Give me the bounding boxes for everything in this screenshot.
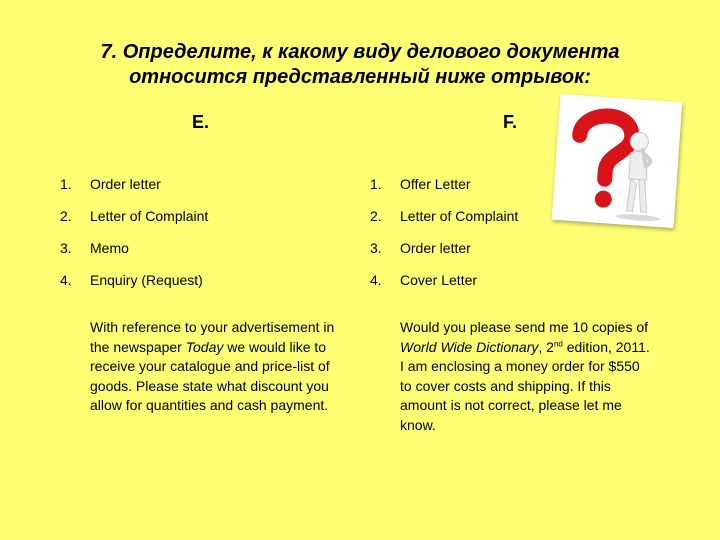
option-text: Letter of Complaint	[90, 208, 209, 224]
option-number: 1.	[60, 176, 72, 192]
passage-text: Would you please send me 10 copies of	[400, 319, 649, 335]
question-mark-figure-image	[552, 94, 682, 228]
option-number: 4.	[370, 272, 382, 288]
column-e-options	[60, 176, 208, 304]
option-text: Memo	[90, 240, 129, 256]
option-item	[60, 272, 208, 304]
passage-ordinal-suffix: nd	[553, 338, 563, 348]
option-text: Letter of Complaint	[400, 208, 519, 224]
passage-text: With reference to your advertisement in the newspaper	[90, 319, 335, 355]
passage-ordinal: 2	[546, 338, 554, 355]
option-number: 2.	[370, 208, 382, 224]
option-text: Order letter	[400, 240, 471, 256]
option-item	[60, 208, 208, 240]
option-item	[370, 272, 518, 304]
column-f-heading: F.	[503, 112, 518, 132]
column-f-options	[370, 176, 518, 304]
option-item	[60, 240, 208, 272]
passage-text: edition, 2011. I am enclosing a money order for $550 to cover costs and shipping. If this amount is not correct, please let me know.	[400, 338, 650, 433]
option-number: 3.	[370, 240, 382, 256]
title-line-1: 7. Определите, к какому виду делового документа	[100, 41, 620, 63]
passage-italic: Today	[185, 338, 224, 355]
slide-title	[60, 40, 660, 90]
option-text: Enquiry (Request)	[90, 272, 203, 288]
option-text: Order letter	[90, 176, 161, 192]
question-mark-figure-icon	[552, 94, 682, 228]
option-text: Cover Letter	[400, 272, 478, 288]
option-number: 4.	[60, 272, 72, 288]
option-number: 1.	[370, 176, 382, 192]
option-item	[370, 176, 518, 208]
passage-comma: ,	[538, 338, 543, 355]
option-item	[370, 240, 518, 272]
option-item	[60, 176, 208, 208]
option-number: 3.	[60, 240, 72, 256]
column-e-heading: E.	[192, 112, 210, 132]
option-number: 2.	[60, 208, 72, 224]
option-item	[370, 208, 518, 240]
column-f-passage	[400, 318, 650, 435]
option-text: Offer Letter	[400, 176, 471, 192]
title-line-2: относится представленный ниже отрывок:	[129, 66, 591, 88]
passage-text: we would like to receive your catalogue and price-list of goods. Please state what discount you allow for quantities and cash payment.	[90, 338, 330, 413]
passage-italic: World Wide Dictionary	[400, 338, 539, 355]
column-e-passage	[90, 318, 340, 416]
